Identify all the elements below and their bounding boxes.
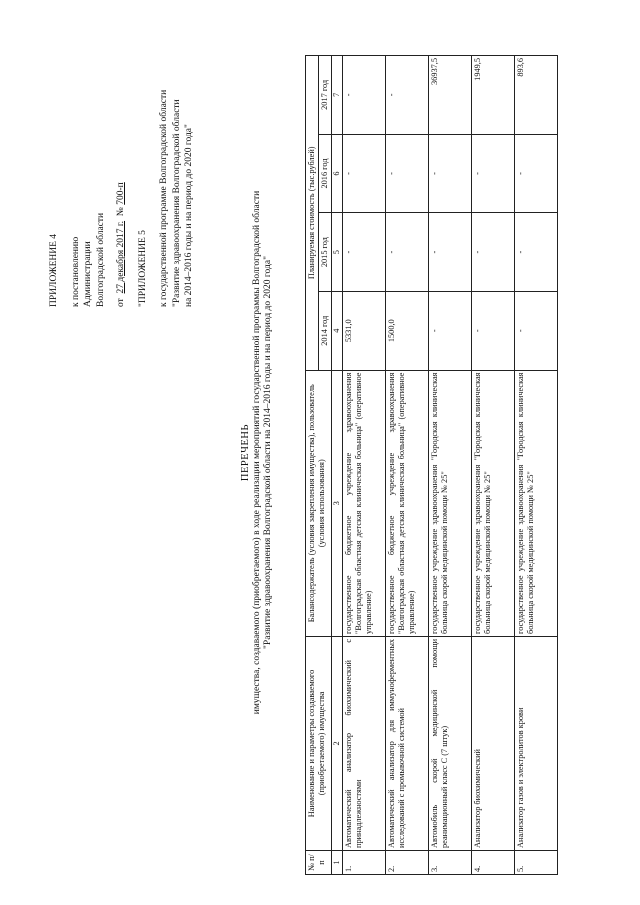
col-header-year: 2015 год [319,213,332,292]
program-line: "Развитие здравоохранения Волгоградской области [171,99,182,307]
property-table [305,55,558,875]
appendix-4-title: ПРИЛОЖЕНИЕ 4 [49,233,59,307]
table-row: 5. Анализатор газов и электролитов крови государственное учреждение здравоохранения "Городская клиническая больница скорой медицинской помощи № 25" - - - 893,6 [515,56,558,875]
program-line: на 2014–2016 годы и на период до 2020 года" [184,124,194,307]
col-header-holder: Балансодержатель (условия закрепления имущества), пользователь (условия использования) [306,370,332,636]
table-row: 3. Автомобиль скорой медицинской помощи реанимационный класс С (7 штук) государственное учреждение здравоохранения "Городская клиническая больница скорой медицинской помощи № 25" - - - 36937,5 [429,56,472,875]
col-header-year: 2016 год [319,134,332,213]
program-line: к государственной программе Волгоградской области [159,89,169,307]
table-row: 1. Автоматический анализатор биохимический с принадлежностями государственное бюджетное учреждение здравоохранения "Волгоградская областная детская клиническая больница" (оперативное управление) 5331,0 - - - [343,56,386,875]
header-line: к постановлению [70,236,81,307]
col-header-year: 2017 год [319,56,332,135]
appendix-4-block [48,90,196,307]
col-header-num: № п/п [306,850,332,874]
header-line: Администрации [83,241,93,307]
resolution-date-line: от 27 декабря 2017 г. № 700-п [116,182,126,307]
column-number-row: 1 2 3 4 5 6 7 [332,56,343,875]
appendix-5-title: "ПРИЛОЖЕНИЕ 5 [137,230,148,307]
document-title: ПЕРЕЧЕНЬ имущества, создаваемого (приобретаемого) в ходе реализации мероприятий государственной программы Волгоградской области "Развитие здравоохранения Волгоградской области на 2014–2016 годы и на период до 2020 года" [240,190,273,715]
header-line: Волгоградской области [95,212,106,307]
table-row: 2. Автоматический анализатор для иммуноферментных исследований с промывочной системой государственное бюджетное учреждение здравоохранения "Волгоградская областная детская клиническая больница" (оперативное управление) 1500,0 - - - [386,56,429,875]
col-header-year: 2014 год [319,291,332,370]
table-row: 4. Анализатор биохимический государственное учреждение здравоохранения "Городская клиническая больница скорой медицинской помощи № 25" - - - 1949,5 [472,56,515,875]
col-header-cost: Планируемая стоимость (тыс.рублей) [306,56,319,371]
col-header-name: Наименование и параметры создаваемого (приобретаемого) имущества [306,636,332,850]
